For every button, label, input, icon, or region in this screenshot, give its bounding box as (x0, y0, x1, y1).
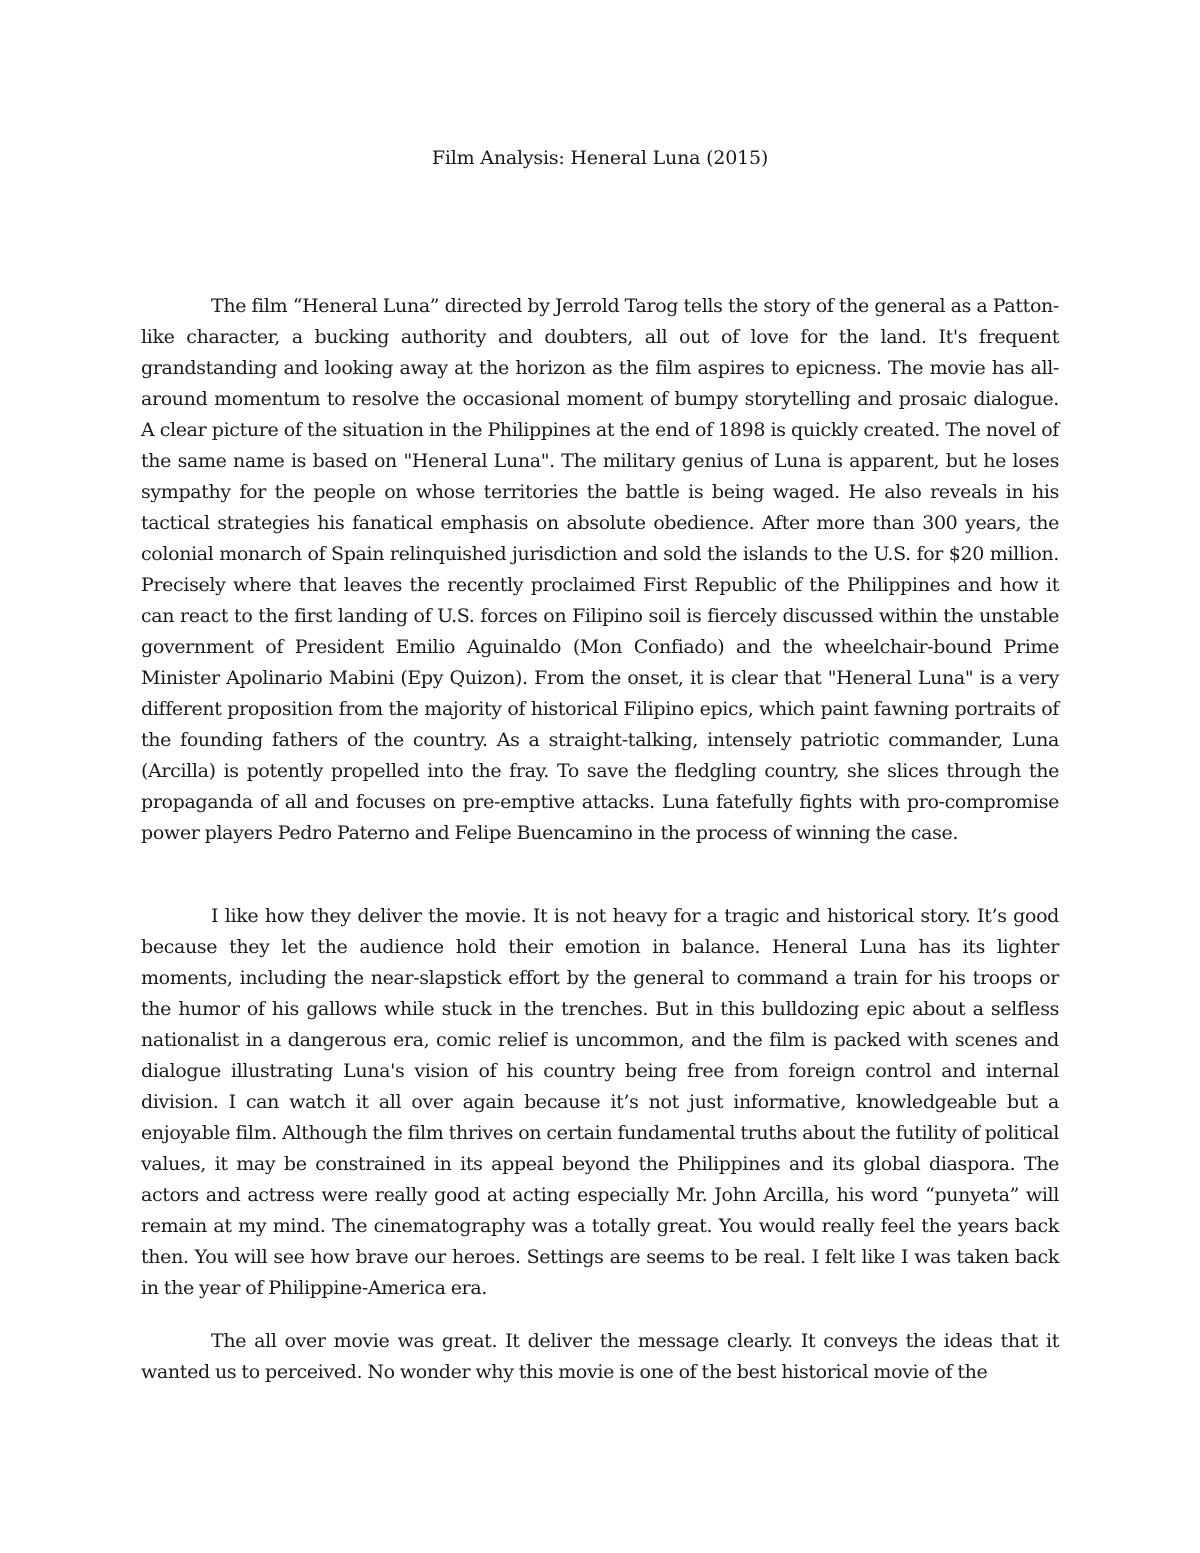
paragraph-film-summary: The film “Heneral Luna” directed by Jerrold Tarog tells the story of the general as a Patton-like character, a bucking authority and doubters, all out of love for the land. It's frequent grandstanding and looking away at the horizon as the film aspires to epicness. The movie has all-around momentum to resolve the occasional moment of bumpy storytelling and prosaic dialogue. A clear picture of the situation in the Philippines at the end of 1898 is quickly created. The novel of the same name is based on "Heneral Luna". The military genius of Luna is apparent, but he loses sympathy for the people on whose territories the battle is being waged. He also reveals in his tactical strategies his fanatical emphasis on absolute obedience. After more than 300 years, the colonial monarch of Spain relinquished jurisdiction and sold the islands to the U.S. for $20 million. Precisely where that leaves the recently proclaimed First Republic of the Philippines and how it can react to the first landing of U.S. forces on Filipino soil is fiercely discussed within the unstable government of President Emilio Aguinaldo (Mon Confiado) and the wheelchair-bound Prime Minister Apolinario Mabini (Epy Quizon). From the onset, it is clear that "Heneral Luna" is a very different proposition from the majority of historical Filipino epics, which paint fawning portraits of the founding fathers of the country. As a straight-talking, intensely patriotic commander, Luna (Arcilla) is potently propelled into the fray. To save the fledgling country, she slices through the propaganda of all and focuses on pre-emptive attacks. Luna fatefully fights with pro-compromise power players Pedro Paterno and Felipe Buencamino in the process of winning the case. (141, 295, 1059, 844)
paragraph-conclusion: The all over movie was great. It deliver the message clearly. It conveys the ideas that it wanted us to perceived. No wonder why this movie is one of the best historical movie of the (141, 1330, 1059, 1383)
document-title: Film Analysis: Heneral Luna (2015) (431, 147, 769, 169)
paragraph-personal-review: I like how they deliver the movie. It is not heavy for a tragic and historical story. It’s good because they let the audience hold their emotion in balance. Heneral Luna has its lighter moments, including the near-slapstick effort by the general to command a train for his troops or the humor of his gallows while stuck in the trenches. But in this bulldozing epic about a selfless nationalist in a dangerous era, comic relief is uncommon, and the film is packed with scenes and dialogue illustrating Luna's vision of his country being free from foreign control and internal division. I can watch it all over again because it’s not just informative, knowledgeable but a enjoyable film. Although the film thrives on certain fundamental truths about the futility of political values, it may be constrained in its appeal beyond the Philippines and its global diaspora. The actors and actress were really good at acting especially Mr. John Arcilla, his word “punyeta” will remain at my mind. The cinematography was a totally great. You would really feel the years back then. You will see how brave our heroes. Settings are seems to be real. I felt like I was taken back in the year of Philippine-America era. (141, 905, 1059, 1299)
